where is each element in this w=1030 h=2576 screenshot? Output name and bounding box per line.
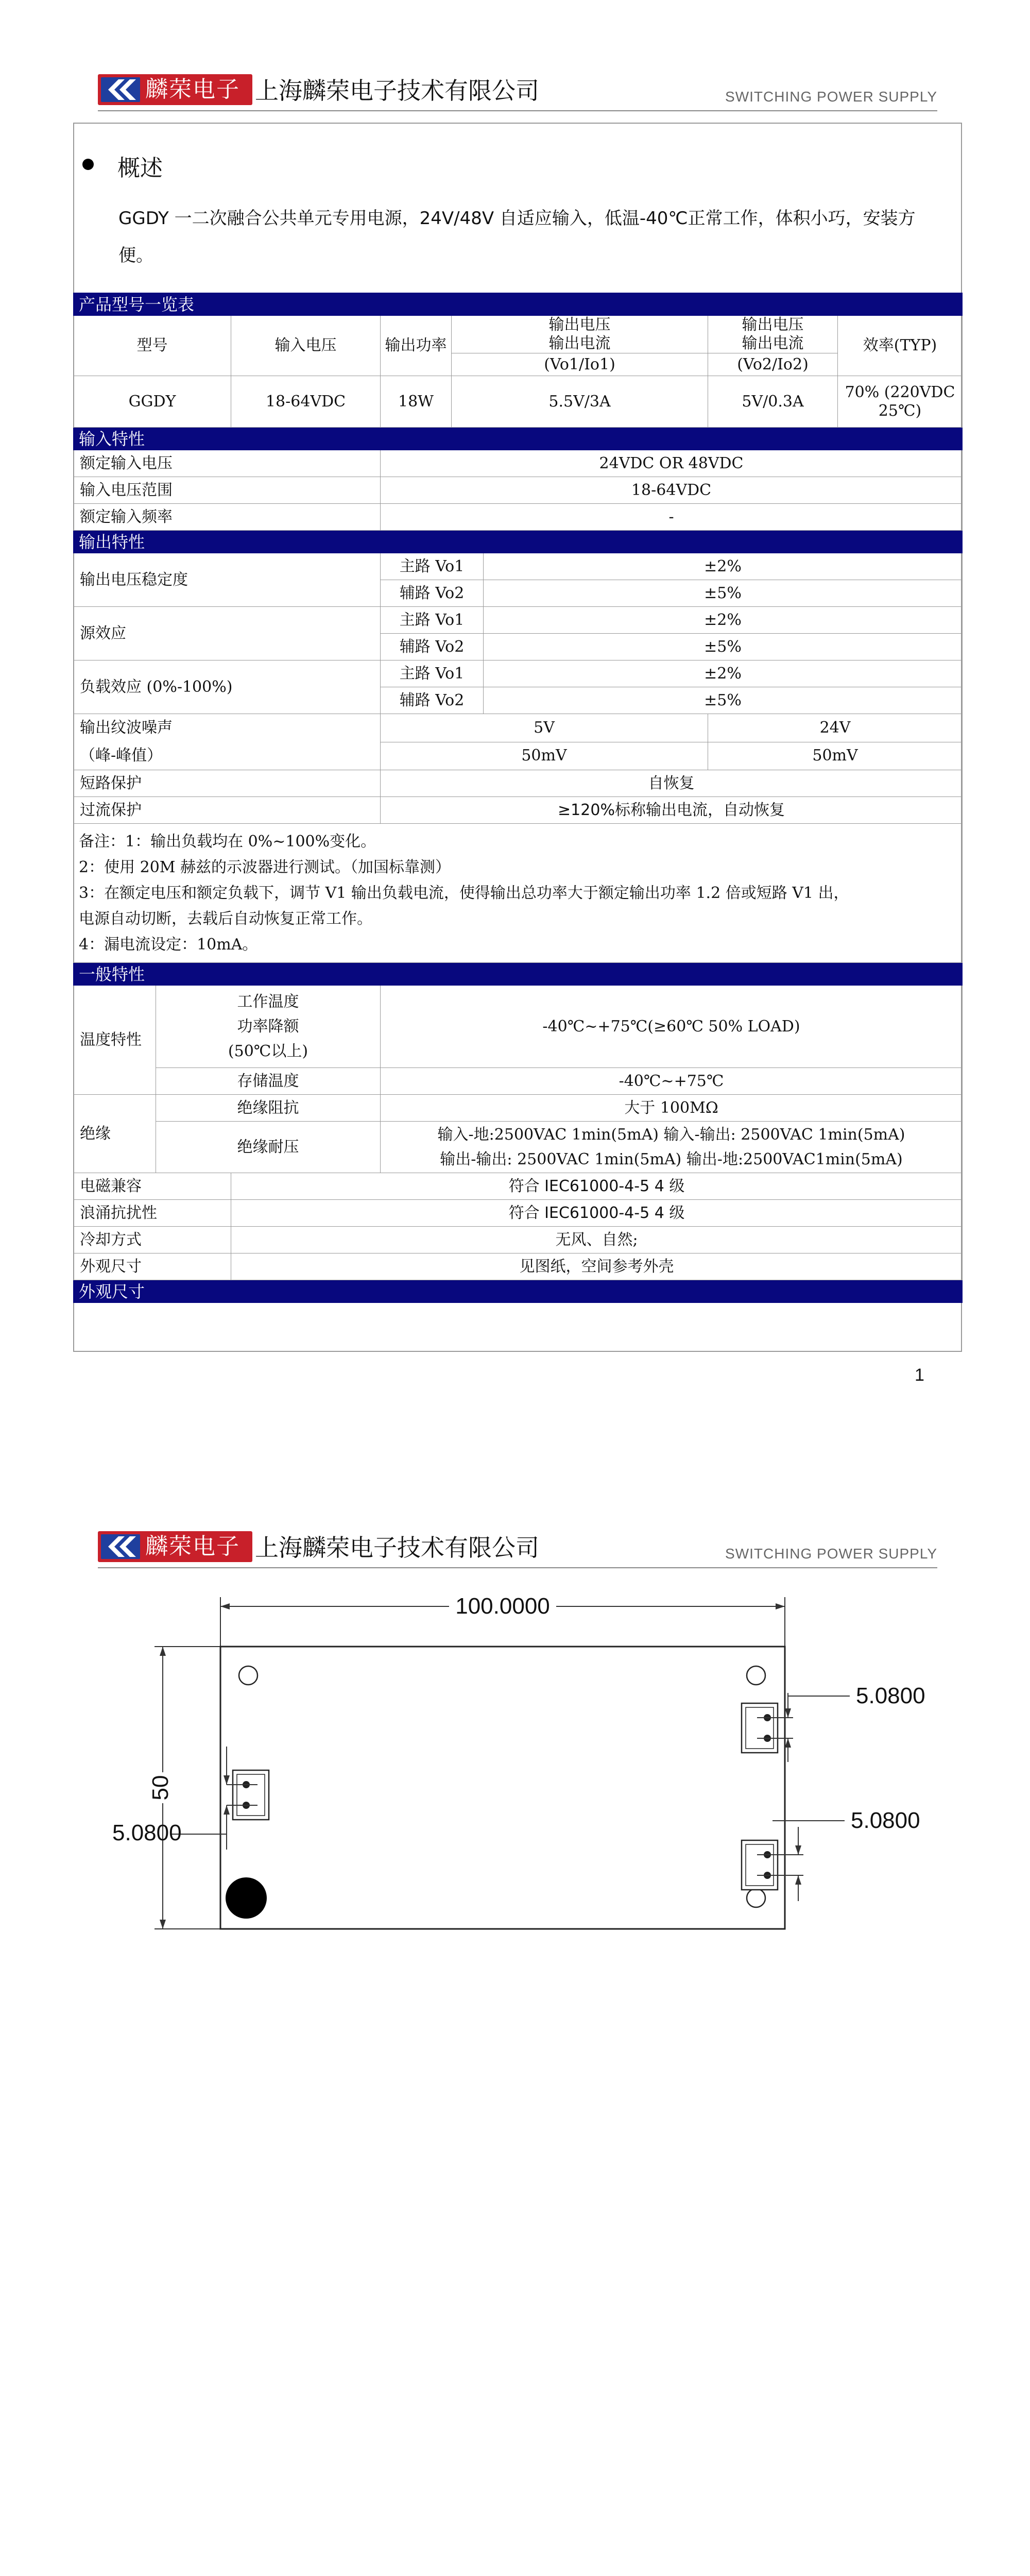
company-logo — [98, 74, 252, 105]
table-row — [74, 1253, 963, 1280]
section-input — [74, 428, 963, 450]
row-value: ±2% — [484, 607, 963, 634]
table-row — [74, 986, 963, 1068]
row-value: ±5% — [484, 634, 963, 660]
table-row — [74, 1122, 963, 1173]
table-row — [74, 450, 963, 477]
sub-label: 辅路 Vo2 — [381, 580, 484, 607]
section-output — [74, 531, 963, 553]
model-out2: 5V/0.3A — [708, 376, 838, 428]
row-value — [381, 1122, 963, 1173]
table-row — [74, 770, 963, 797]
row-label: 浪涌抗扰性 — [74, 1200, 231, 1227]
right-top-pitch-dimension — [785, 1693, 850, 1762]
model-input-voltage: 18-64VDC — [231, 376, 381, 428]
row-label: 绝缘 — [74, 1095, 156, 1173]
row-label: 短路保护 — [74, 770, 381, 797]
row-value: 24VDC OR 48VDC — [381, 450, 963, 477]
right-bottom-pitch-label: 5.0800 — [851, 1808, 920, 1833]
logo-text: 麟荣电子 — [145, 1533, 240, 1560]
header-efficiency: 效率(TYP) — [838, 316, 963, 376]
board-outline — [220, 1647, 785, 1929]
ripple-voltage-1: 5V — [381, 714, 708, 742]
section-title: 输入特性 — [74, 428, 963, 450]
dimension-drawing — [0, 1571, 1030, 1963]
row-label: 源效应 — [74, 607, 381, 660]
header-out1: 输出电压 输出电流 — [452, 316, 708, 353]
row-value: 无风、自然; — [231, 1227, 963, 1253]
tagline: SWITCHING POWER SUPPLY — [725, 1546, 937, 1562]
table-row — [74, 1095, 963, 1122]
row-label: 额定输入频率 — [74, 504, 381, 531]
row-value: ±5% — [484, 580, 963, 607]
header-input-voltage: 输入电压 — [231, 316, 381, 376]
mounting-hole-filled — [226, 1877, 267, 1919]
row-value: -40℃~+75℃ — [381, 1068, 963, 1095]
row-value: 自恢复 — [381, 770, 963, 797]
header-out2: 输出电压 输出电流 — [708, 316, 838, 353]
row-label: 负载效应 (0%-100%) — [74, 660, 381, 714]
row-label: 过流保护 — [74, 797, 381, 824]
model-output-power: 18W — [381, 376, 452, 428]
row-value: ±2% — [484, 660, 963, 687]
row-value: 大于 100MΩ — [381, 1095, 963, 1122]
section-title: 输出特性 — [74, 531, 963, 553]
row-label: 外观尺寸 — [74, 1253, 231, 1280]
sub-label: 工作温度 功率降额 (50℃以上) — [156, 986, 381, 1068]
ripple-voltage-2: 24V — [708, 714, 963, 742]
section-title: 一般特性 — [74, 963, 963, 986]
overview-title: 概述 — [117, 155, 163, 181]
notes-row — [74, 824, 963, 963]
table-row — [74, 1200, 963, 1227]
logo-text: 麟荣电子 — [145, 76, 240, 103]
table-row — [74, 607, 963, 634]
left-pitch-label: 5.0800 — [112, 1820, 182, 1845]
sub-label: 辅路 Vo2 — [381, 687, 484, 714]
sub-label: 绝缘阻抗 — [156, 1095, 381, 1122]
section-general — [74, 963, 963, 986]
row-value: -40℃~+75℃(≥60℃ 50% LOAD) — [381, 986, 963, 1068]
table-row — [74, 1173, 963, 1200]
section-title: 外观尺寸 — [74, 1280, 963, 1303]
company-name: 上海麟荣电子技术有限公司 — [255, 1534, 539, 1562]
model-name: GGDY — [74, 376, 231, 428]
row-value: ±2% — [484, 553, 963, 580]
table-row — [74, 660, 963, 687]
header-out1-sub: (Vo1/Io1) — [452, 353, 708, 376]
row-value: - — [381, 504, 963, 531]
ripple-value-2: 50mV — [708, 742, 963, 770]
insulation-line-2: 输出-输出: 2500VAC 1min(5mA) 输出-地:2500VAC1min(5mA) — [440, 1150, 903, 1168]
company-name: 上海麟荣电子技术有限公司 — [255, 77, 539, 105]
table-row — [74, 714, 963, 742]
table-row — [74, 553, 963, 580]
page-number: 1 — [915, 1365, 924, 1385]
section-title: 产品型号一览表 — [74, 293, 963, 316]
note-line: 电源自动切断，去载后自动恢复正常工作。 — [79, 909, 372, 928]
height-label: 50 — [148, 1775, 173, 1801]
table-row — [74, 477, 963, 504]
page-header — [98, 1527, 937, 1568]
header-output-power: 输出功率 — [381, 316, 452, 376]
input-connector — [227, 1770, 269, 1820]
table-row — [74, 504, 963, 531]
overview-body: GGDY 一二次融合公共单元专用电源，24V/48V 自适应输入，低温-40℃正常工作，体积小巧，安装方便。 — [118, 208, 916, 266]
models-header-row — [74, 316, 963, 353]
row-value: 符合 IEC61000-4-5 4 级 — [231, 1173, 963, 1200]
page-header — [98, 70, 937, 111]
row-label: 输出纹波噪声 （峰-峰值） — [74, 714, 381, 770]
row-value: 符合 IEC61000-4-5 4 级 — [231, 1200, 963, 1227]
sub-label: 辅路 Vo2 — [381, 634, 484, 660]
sub-label: 主路 Vo1 — [381, 553, 484, 580]
sub-label: 主路 Vo1 — [381, 607, 484, 634]
output-connector-2 — [742, 1840, 803, 1890]
tagline: SWITCHING POWER SUPPLY — [725, 89, 937, 105]
header-out2-sub: (Vo2/Io2) — [708, 353, 838, 376]
note-line: 3：在额定电压和额定负载下，调节 V1 输出负载电流，使得输出总功率大于额定输出功率 1.2 倍或短路 V1 出， — [79, 884, 849, 902]
header-divider — [98, 110, 937, 111]
row-value: ≥120%标称输出电流，自动恢复 — [381, 797, 963, 824]
section-models — [74, 293, 963, 316]
model-out1: 5.5V/3A — [452, 376, 708, 428]
row-value: 18-64VDC — [381, 477, 963, 504]
logo-chevron-icon — [101, 1534, 140, 1559]
logo-chevron-icon — [101, 77, 140, 102]
row-label: 额定输入电压 — [74, 450, 381, 477]
note-line: 备注：1：输出负载均在 0%~100%变化。 — [79, 832, 376, 851]
row-label: 输入电压范围 — [74, 477, 381, 504]
note-line: 4：漏电流设定：10mA。 — [79, 935, 258, 954]
table-row — [74, 1068, 963, 1095]
insulation-line-1: 输入-地:2500VAC 1min(5mA) 输入-输出: 2500VAC 1min(5mA) — [437, 1125, 905, 1144]
section-dimensions — [74, 1280, 963, 1303]
header-model: 型号 — [74, 316, 231, 376]
header-divider — [98, 1567, 937, 1568]
row-label: 输出电压稳定度 — [74, 553, 381, 607]
row-value: 见图纸，空间参考外壳 — [231, 1253, 963, 1280]
sub-label: 主路 Vo1 — [381, 660, 484, 687]
sub-label: 绝缘耐压 — [156, 1122, 381, 1173]
bullet-icon — [82, 159, 94, 170]
notes — [74, 824, 963, 963]
row-label: 冷却方式 — [74, 1227, 231, 1253]
sub-label: 存储温度 — [156, 1068, 381, 1095]
width-label: 100.0000 — [455, 1594, 550, 1619]
note-line: 2：使用 20M 赫兹的示波器进行测试。（加国标靠测） — [79, 858, 451, 876]
right-top-pitch-label: 5.0800 — [856, 1683, 925, 1708]
company-logo — [98, 1531, 252, 1562]
ripple-value-1: 50mV — [381, 742, 708, 770]
spec-table — [73, 293, 963, 1303]
model-efficiency: 70% (220VDC 25℃) — [838, 376, 963, 428]
table-row — [74, 797, 963, 824]
row-label: 电磁兼容 — [74, 1173, 231, 1200]
row-value: ±5% — [484, 687, 963, 714]
row-label: 温度特性 — [74, 986, 156, 1095]
model-row — [74, 376, 963, 428]
table-row — [74, 1227, 963, 1253]
